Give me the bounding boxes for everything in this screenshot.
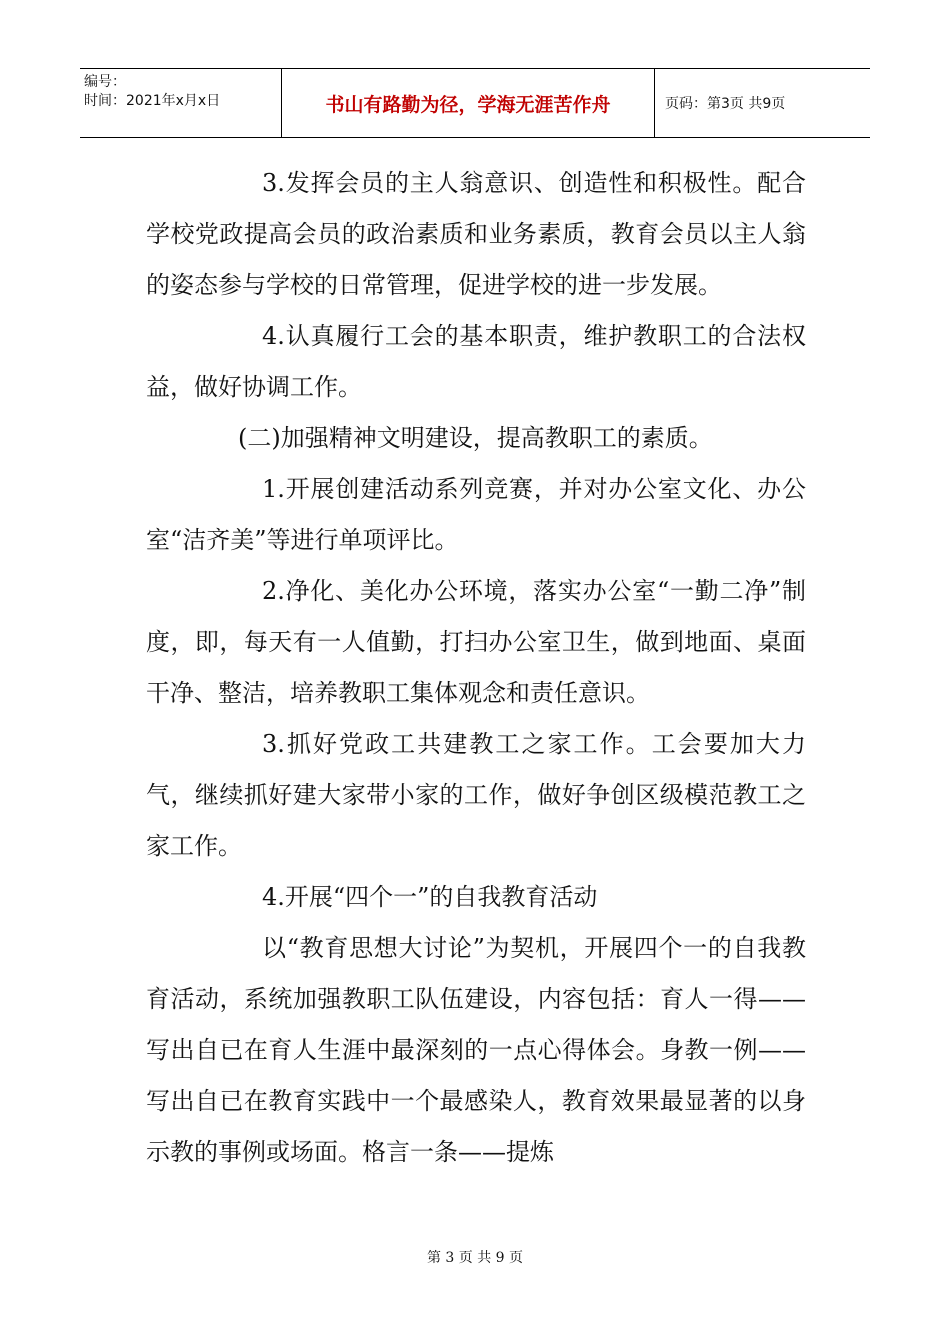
date-label: 时间：2021年x月x日	[84, 93, 221, 109]
page-header	[80, 68, 870, 138]
paragraph: 4.开展“四个一”的自我教育活动	[262, 883, 598, 911]
document-body	[146, 158, 806, 1178]
serial-number-label: 编号：	[84, 74, 126, 90]
section-heading: (二)加强精神文明建设，提高教职工的素质。	[238, 424, 713, 452]
paragraph: 4.认真履行工会的基本职责，维护教职工的合法权益，做好协调工作。	[146, 322, 806, 401]
paragraph: 3.发挥会员的主人翁意识、创造性和积极性。配合学校党政提高会员的政治素质和业务素质，教育会员以主人翁的姿态参与学校的日常管理，促进学校的进一步发展。	[146, 169, 806, 299]
header-meta	[80, 69, 282, 137]
paragraph: 1.开展创建活动系列竞赛，并对办公室文化、办公室“洁齐美”等进行单项评比。	[146, 475, 806, 554]
header-page-info: 页码：第3页 共9页	[665, 96, 786, 112]
header-motto: 书山有路勤为径，学海无涯苦作舟	[282, 69, 655, 137]
paragraph: 2.净化、美化办公环境，落实办公室“一勤二净”制度，即，每天有一人值勤，打扫办公室卫生，做到地面、桌面干净、整洁，培养教职工集体观念和责任意识。	[146, 577, 806, 707]
page-footer: 第 3 页 共 9 页	[426, 1250, 524, 1266]
paragraph: 3.抓好党政工共建教工之家工作。工会要加大力气，继续抓好建大家带小家的工作，做好争创区级模范教工之家工作。	[146, 730, 806, 860]
paragraph: 以“教育思想大讨论”为契机，开展四个一的自我教育活动，系统加强教职工队伍建设，内容包括：育人一得——写出自已在育人生涯中最深刻的一点心得体会。身教一例——写出自已在教育实践中一个最感染人，教育效果最显著的以身示教的事例或场面。格言一条——提炼	[146, 934, 806, 1166]
